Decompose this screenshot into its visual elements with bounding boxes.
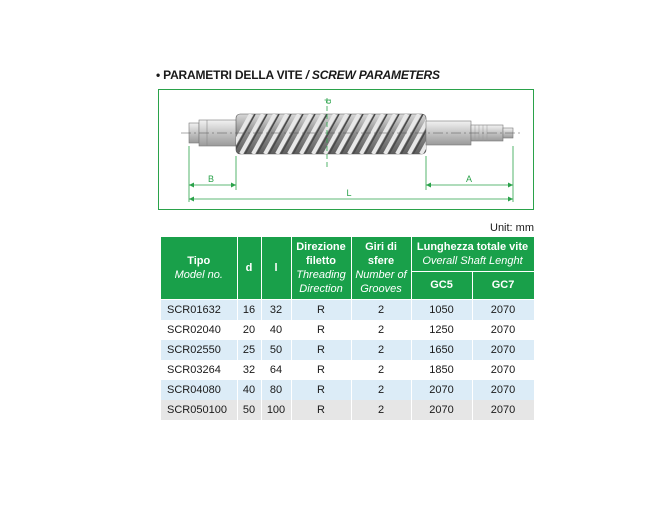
- screw-parameters-table: [161, 237, 535, 420]
- header-grooves: [351, 237, 411, 299]
- cell-model: SCR02550: [161, 340, 237, 360]
- cell-d: 32: [237, 360, 261, 380]
- table-row: [161, 400, 534, 420]
- header-l: l: [261, 237, 291, 299]
- cell-gc7: 2070: [472, 400, 534, 420]
- header-overall: Overall Shaft Lenght: [422, 254, 523, 267]
- label-b: B: [207, 174, 215, 184]
- cell-d: 20: [237, 320, 261, 340]
- cell-d: 50: [237, 400, 261, 420]
- cell-l: 80: [261, 380, 291, 400]
- header-gc5: GC5: [411, 271, 472, 299]
- cell-gc7: 2070: [472, 380, 534, 400]
- cell-gc5: 1850: [411, 360, 472, 380]
- cell-direction: R: [291, 360, 351, 380]
- header-gc7: GC7: [472, 271, 534, 299]
- unit-label: Unit: mm: [490, 222, 534, 234]
- label-d: d: [323, 98, 333, 104]
- header-threading: Threading Direction: [296, 268, 346, 295]
- table-row: [161, 360, 534, 380]
- header-model: [161, 237, 237, 299]
- header-number-grooves: Number of Grooves: [355, 268, 407, 295]
- title-separator: /: [302, 68, 312, 82]
- cell-gc5: 1050: [411, 299, 472, 320]
- header-direzione: Direzione filetto: [296, 240, 346, 267]
- cell-d: 40: [237, 380, 261, 400]
- bullet: •: [156, 68, 161, 82]
- cell-gc7: 2070: [472, 320, 534, 340]
- cell-d: 16: [237, 299, 261, 320]
- cell-gc5: 1250: [411, 320, 472, 340]
- header-d: d: [237, 237, 261, 299]
- section-title: [156, 68, 440, 82]
- header-tipo: Tipo: [187, 254, 211, 267]
- table-row: [161, 380, 534, 400]
- cell-d: 25: [237, 340, 261, 360]
- table-row: [161, 340, 534, 360]
- cell-grooves: 2: [351, 360, 411, 380]
- screw-drawing: [159, 90, 535, 211]
- cell-direction: R: [291, 400, 351, 420]
- cell-grooves: 2: [351, 299, 411, 320]
- cell-model: SCR04080: [161, 380, 237, 400]
- title-italian: PARAMETRI DELLA VITE: [163, 68, 303, 82]
- cell-direction: R: [291, 380, 351, 400]
- cell-model: SCR03264: [161, 360, 237, 380]
- cell-gc5: 2070: [411, 380, 472, 400]
- cell-gc7: 2070: [472, 340, 534, 360]
- cell-grooves: 2: [351, 340, 411, 360]
- header-model-no: Model no.: [174, 268, 223, 281]
- table-row: [161, 320, 534, 340]
- cell-direction: R: [291, 320, 351, 340]
- label-l: L: [346, 188, 352, 198]
- cell-l: 32: [261, 299, 291, 320]
- table-row: [161, 299, 534, 320]
- cell-gc5: 1650: [411, 340, 472, 360]
- cell-grooves: 2: [351, 320, 411, 340]
- label-a: A: [465, 174, 473, 184]
- header-giri: Giri di sfere: [365, 240, 397, 267]
- cell-model: SCR01632: [161, 299, 237, 320]
- cell-l: 40: [261, 320, 291, 340]
- cell-gc7: 2070: [472, 299, 534, 320]
- screw-diagram: [158, 89, 534, 210]
- cell-direction: R: [291, 299, 351, 320]
- cell-l: 50: [261, 340, 291, 360]
- cell-gc5: 2070: [411, 400, 472, 420]
- cell-model: SCR050100: [161, 400, 237, 420]
- cell-grooves: 2: [351, 380, 411, 400]
- title-english: SCREW PARAMETERS: [311, 68, 440, 82]
- header-direction: [291, 237, 351, 299]
- cell-model: SCR02040: [161, 320, 237, 340]
- header-length: [411, 237, 534, 271]
- cell-grooves: 2: [351, 400, 411, 420]
- cell-direction: R: [291, 340, 351, 360]
- cell-l: 64: [261, 360, 291, 380]
- header-lunghezza: Lunghezza totale vite: [416, 240, 529, 253]
- cell-gc7: 2070: [472, 360, 534, 380]
- cell-l: 100: [261, 400, 291, 420]
